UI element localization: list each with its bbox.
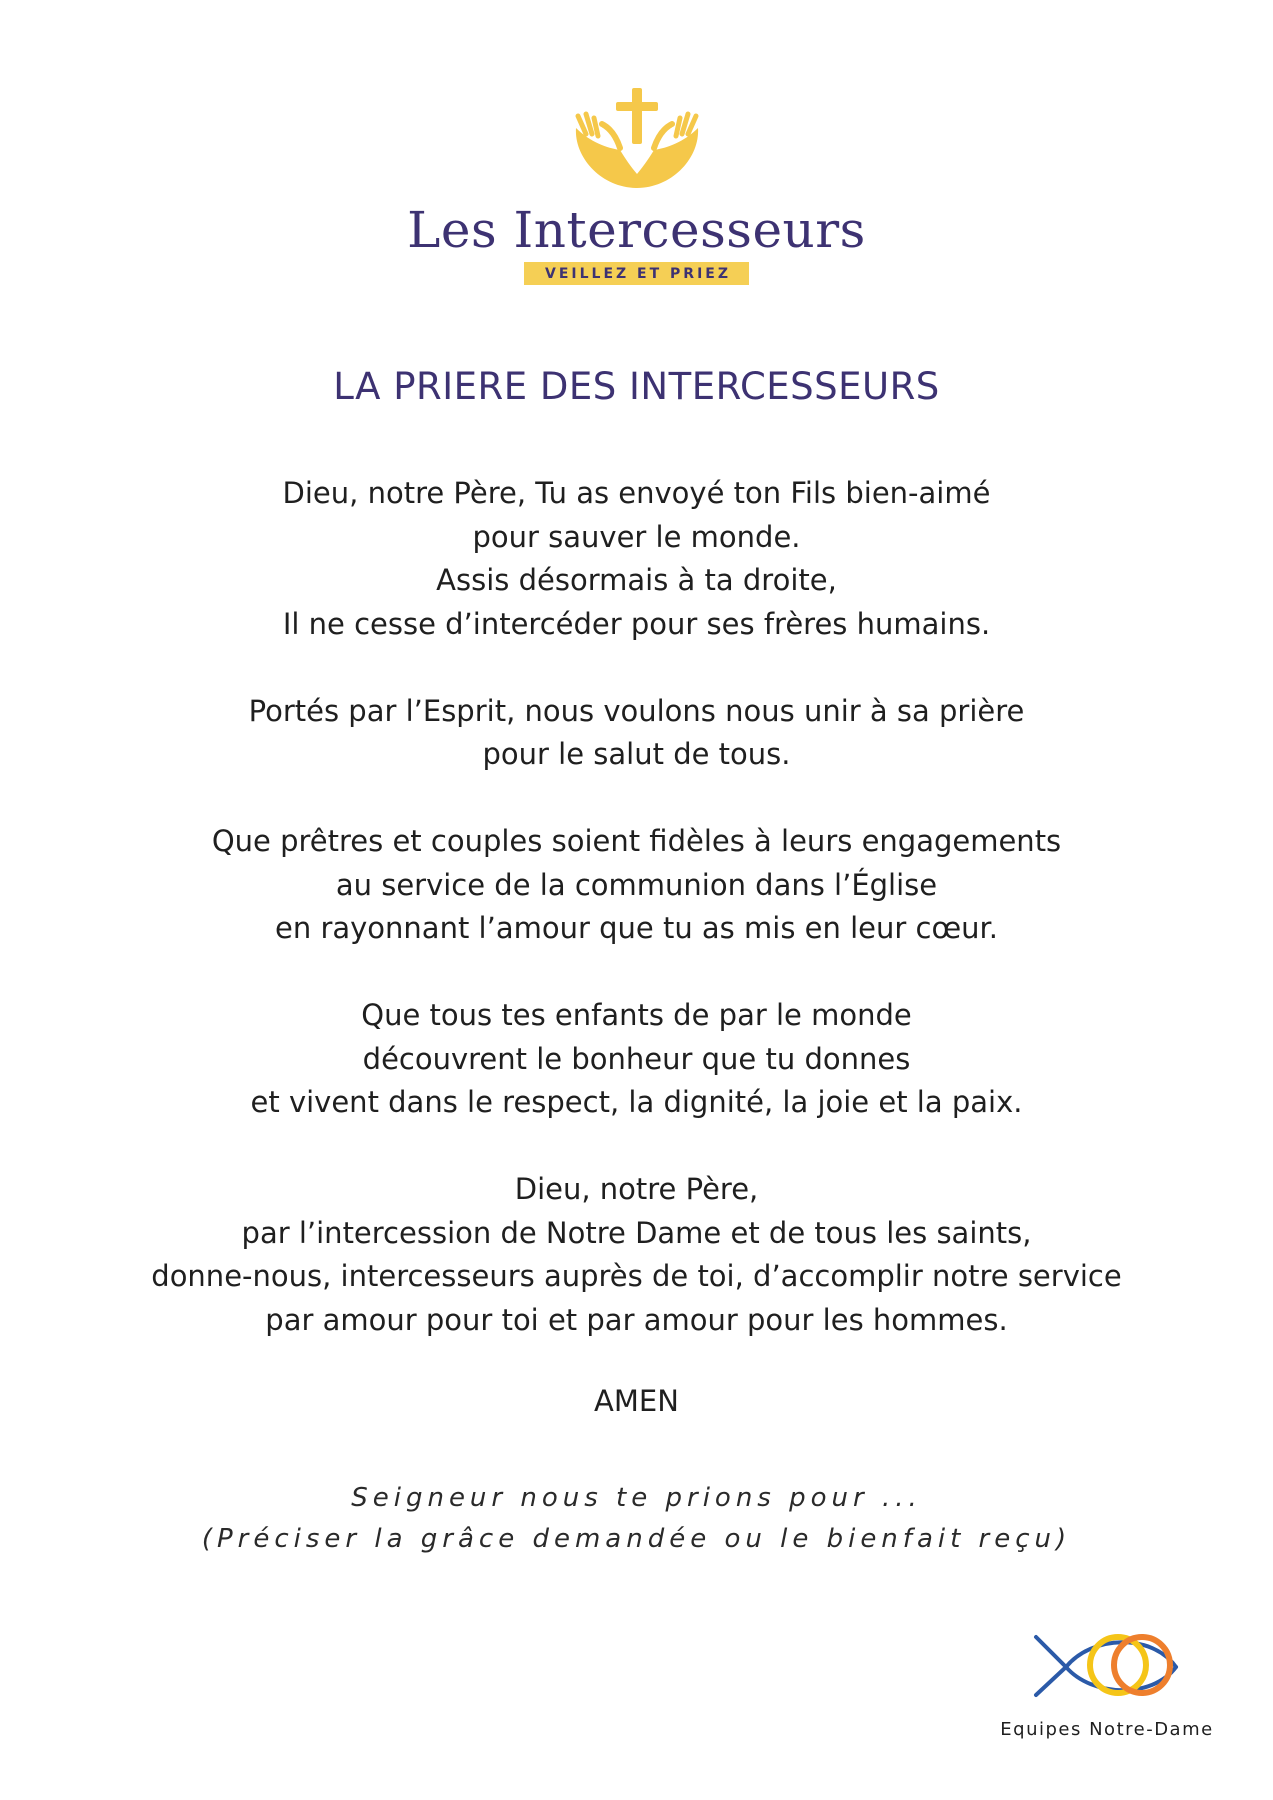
prayer-line: pour sauver le monde. — [472, 519, 801, 554]
tagline-badge: VEILLEZ ET PRIEZ — [524, 262, 749, 285]
prayer-stanza — [0, 690, 1273, 777]
prayer-line: pour le salut de tous. — [482, 737, 791, 771]
header-logo — [0, 88, 1273, 285]
intention-line-2: (Préciser la grâce demandée ou le bienfait reçu) — [201, 1524, 1072, 1554]
brand-name: Les Intercesseurs — [407, 201, 866, 259]
prayer-stanza — [0, 820, 1273, 951]
prayer-line: Dieu, notre Père, — [514, 1172, 759, 1206]
prayer-line: Portés par l’Esprit, nous voulons nous unir à sa prière — [248, 693, 1025, 728]
prayer-line: Il ne cesse d’intercéder pour ses frères humains. — [282, 606, 991, 641]
prayer-line: Dieu, notre Père, Tu as envoyé ton Fils bien-aimé — [282, 476, 991, 510]
prayer-line: au service de la communion dans l’Église — [335, 867, 938, 902]
amen: AMEN — [594, 1384, 679, 1418]
prayer-line: en rayonnant l’amour que tu as mis en leur cœur. — [275, 911, 998, 945]
org-name: Equipes Notre-Dame — [1000, 1719, 1214, 1740]
prayer-line: et vivent dans le respect, la dignité, la joie et la paix. — [250, 1085, 1023, 1119]
prayer-line: donne-nous, intercesseurs auprès de toi, d’accomplir notre service — [151, 1259, 1122, 1293]
praying-hands-cross-icon — [572, 88, 702, 192]
prayer-line: Que tous tes enfants de par le monde — [361, 998, 912, 1032]
fish-rings-icon — [1032, 1625, 1182, 1701]
prayer-line: Que prêtres et couples soient fidèles à leurs engagements — [211, 824, 1062, 858]
intention-line-1: Seigneur nous te prions pour ... — [351, 1483, 922, 1513]
prayer-body — [0, 472, 1273, 1386]
prayer-stanza — [0, 994, 1273, 1125]
intention-note — [0, 1478, 1273, 1560]
page-title: LA PRIERE DES INTERCESSEURS — [333, 365, 940, 408]
prayer-line: découvrent le bonheur que tu donnes — [362, 1041, 911, 1076]
prayer-line: par amour pour toi et par amour pour les hommes. — [265, 1302, 1008, 1337]
footer-logo — [982, 1625, 1232, 1740]
prayer-stanza — [0, 1168, 1273, 1342]
prayer-line: Assis désormais à ta droite, — [436, 563, 837, 597]
prayer-line: par l’intercession de Notre Dame et de tous les saints, — [241, 1215, 1032, 1250]
prayer-stanza — [0, 472, 1273, 646]
